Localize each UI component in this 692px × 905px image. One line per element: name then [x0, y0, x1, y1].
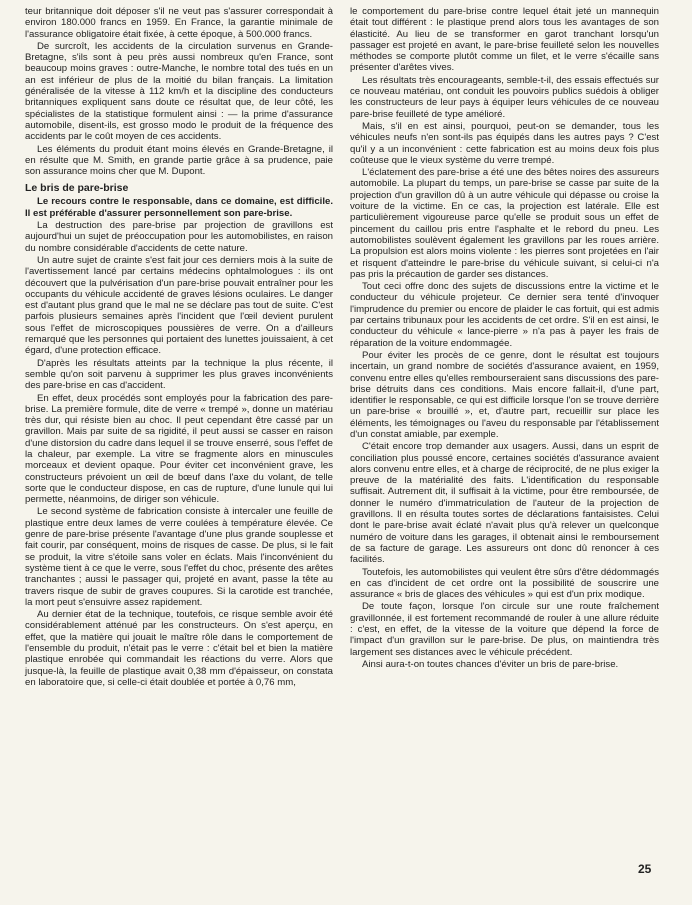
- paragraph: En effet, deux procédés sont employés pour la fabrication des pare-brise. La première formule, dite de verre « trempé », donne un matériau très dur, qui résiste bien au choc. Il peut cependant être cassé par un gravillon. Mais par suite de sa rigidité, il peut aussi se casser en raison d'une distorsion du cadre dans lequel il se trouve enserré, sous l'effet de la chaleur, par exemple. La vitre se fragmente alors en minuscules morceaux et devient opaque. Pour éviter cet inconvénient grave, les constructeurs prévoient un œil de bœuf dans l'axe du volant, de telle sorte que le conducteur dispose, en cas de rupture, d'une lunule qui lui permette, néanmoins, de diriger son véhicule.: [25, 392, 333, 506]
- paragraph: Les résultats très encourageants, semble-t-il, des essais effectués sur ce nouveau matériau, ont conduit les pouvoirs publics suédois à obliger les constructeurs de leur pays à équiper leurs véhicules de ce nouveau pare-brise feuilleté de type amélioré.: [350, 74, 659, 120]
- paragraph: Mais, s'il en est ainsi, pourquoi, peut-on se demander, tous les véhicules neufs n'en sont-ils pas équipés dans les autres pays ? C'est qu'il y a un inconvénient : cette fabrication est au moins deux fois plus coûteuse que le vieux système du verre trempé.: [350, 120, 659, 166]
- paragraph: De surcroît, les accidents de la circulation survenus en Grande-Bretagne, s'ils sont à peu près aussi nombreux qu'en France, sont beaucoup moins graves : outre-Manche, le nombre total des tués en un an est inférieur de plus de la moitié du bilan français. La limitation généralisée de la vitesse à 112 km/h et la discipline des conducteurs britanniques expliquent sans doute ce résultat que, de leur côté, les spécialistes de la statistique formulent ainsi : — la prime d'assurance automobile, disent-ils, est grosso modo le produit de la fréquence des accidents par le coût moyen de ces accidents.: [25, 40, 333, 143]
- section-lede: Le recours contre le responsable, dans ce domaine, est difficile. Il est préférable d'assurer personnellement son pare-brise.: [25, 196, 333, 219]
- paragraph: Un autre sujet de crainte s'est fait jour ces derniers mois à la suite de l'avertissement lancé par certains médecins ophtalmologues : ils ont découvert que la pulvérisation d'un pare-brise pouvait entraîner pour les occupants du véhicule accidenté de graves lésions oculaires. Le danger est d'autant plus grand que le mal ne se déclare pas tout de suite. C'est parfois plusieurs semaines après l'incident que l'œil devient purulent sous l'effet de microscopiques poussières de verre. On a d'ailleurs remarqué que les personnes qui portaient des lunettes jouissaient, à cet égard, d'une protection efficace.: [25, 254, 333, 357]
- paragraph: teur britannique doit déposer s'il ne veut pas s'assurer correspondait à environ 180.000 francs en 1959. En France, la garantie minimale de l'assurance obligatoire était fixée, à cette époque, à 500.000 francs.: [25, 6, 333, 40]
- paragraph: C'était encore trop demander aux usagers. Aussi, dans un esprit de conciliation plus poussé encore, certaines sociétés d'assurance avaient alors convenu entre elles, et à charge de réciprocité, de ne plus exiger la preuve de la matérialité des faits. L'identification du responsable suffisait. Autrement dit, il suffisait à la victime, pour être remboursée, de donner le numéro d'immatriculation de l'auteur de la projection de gravillons. Il en résulta toutes sortes de déclarations fantaisistes. Celui dont le pare-brise avait éclaté n'avait plus qu'à relever un quelconque numéro de voiture dans les garages, il obtenait ainsi le remboursement de sa facture de garage. Les assureurs ont donc dû renoncer à ces facilités.: [350, 441, 659, 566]
- paragraph: Le second système de fabrication consiste à intercaler une feuille de plastique entre deux lames de verre coulées à température élevée. Ce genre de pare-brise présente l'avantage d'une plus grande souplesse et fait courir, par conséquent, moins de risques de casse. De plus, si le fait se produit, la vitre s'étoile sans voler en éclats. Mais l'inconvénient du système tient à ce que le verre, sous l'effet du choc, présente des arêtes tranchantes ; aussi le passager qui, projeté en avant, passe la tête au travers risque de subir de graves coupures. Si la carotide est tranchée, la mort peut s'ensuivre assez rapidement.: [25, 506, 333, 608]
- paragraph: Ainsi aura-t-on toutes chances d'éviter un bris de pare-brise.: [362, 658, 619, 670]
- paragraph: D'après les résultats atteints par la technique la plus récente, il semble qu'on soit parvenu à supprimer les plus graves inconvénients des pare-brise en cas d'accident.: [25, 357, 333, 392]
- paragraph: Tout ceci offre donc des sujets de discussions entre la victime et le conducteur du véhicule projeteur. Ce dernier sera tenté d'invoquer l'imprudence du premier ou encore de plaider le cas fortuit, qui est admis par certains tribunaux pour les accidents de cet ordre. S'il en est ainsi, le conducteur du véhicule « lance-pierre » n'a pas à payer les frais de réparation de la voiture endommagée.: [350, 281, 659, 349]
- paragraph: La destruction des pare-brise par projection de gravillons est aujourd'hui un sujet de préoccupation pour les automobilistes, en raison du nombre considérable d'accidents de cette nature.: [25, 220, 333, 254]
- paragraph: Les éléments du produit étant moins élevés en Grande-Bretagne, il en résulte que M. Smith, en grande partie grâce à sa prudence, paie son assurance moins cher que M. Dupont.: [25, 143, 333, 178]
- paragraph: Toutefois, les automobilistes qui veulent être sûrs d'être dédommagés en cas d'incident de cet ordre ont la possibilité de souscrire une assurance « bris de glaces des véhicules » qui est d'un prix modique.: [350, 566, 659, 601]
- paragraph: De toute façon, lorsque l'on circule sur une route fraîchement gravillonnée, il est fortement recommandé de rouler à une allure réduite : c'est, en effet, de la vitesse de la voiture que dépend la force de l'impact d'un gravillon sur le pare-brise. De plus, on maintiendra très largement ses distances avec le véhicule précédent.: [350, 601, 659, 658]
- paragraph: le comportement du pare-brise contre lequel était jeté un mannequin était tout différent : le plastique prend alors tous les avantages de son élasticité. Au lieu de se transformer en garot tranchant lorsqu'un passager est projeté en avant, le pare-brise feuilleté selon les nouvelles méthodes se comporte plutôt comme un filet, et le verre s'écaille sans présenter d'arêtes vives.: [350, 6, 659, 74]
- paragraph: Au dernier état de la technique, toutefois, ce risque semble avoir été considérablement atténué par les constructeurs. On s'est aperçu, en effet, que la matière qui jouait le maître rôle dans le comportement de l'ensemble du produit, n'était pas le verre : c'était bel et bien la matière plastique enrobée qui commandait les réactions du verre. Alors que jusque-là, la feuille de plastique avait 0,38 mm d'épaisseur, on constata en laboratoire que, si celle-ci était doublée et portée à 0,76 mm,: [25, 609, 333, 688]
- section-title: Le bris de pare-brise: [25, 182, 129, 195]
- left-column: [25, 6, 333, 689]
- paragraph: Pour éviter les procès de ce genre, dont le résultat est toujours incertain, un grand nombre de sociétés d'assurance avaient, en 1959, convenu entre elles qu'elles rembourseraient sans discussions des pare-brise détruits dans ces conditions. Mais encore fallait-il, d'une part, identifier le responsable, ce qui est difficile lorsque l'on se trouve derrière un pare-brise « brouillé », et, d'autre part, recueillir sur place les éléments, les témoignages ou l'aveu du responsable par l'établissement d'un constat amiable, par exemple.: [350, 349, 660, 440]
- page-number: 25: [638, 862, 652, 876]
- right-column: [350, 6, 659, 671]
- paragraph: L'éclatement des pare-brise a été une des bêtes noires des assureurs automobile. La plupart du temps, un pare-brise se casse par suite de la projection d'un gravillon dû à un autre véhicule qui dépasse ou croise la voiture de la victime. En ce cas, la projection est latérale. Elle est particulièrement vigoureuse parce qu'elle se produit sous un effet de pincement du caillou pris entre l'asphalte et le rebord du pneu. Les automobilistes soulèvent également les gravillons par les roues arrière. La propulsion est alors moins violente : les pierres sont projetées en l'air et risquent d'atteindre le pare-brise du véhicule suivant, si celui-ci n'a pas pris la précaution de garder ses distances.: [350, 167, 659, 280]
